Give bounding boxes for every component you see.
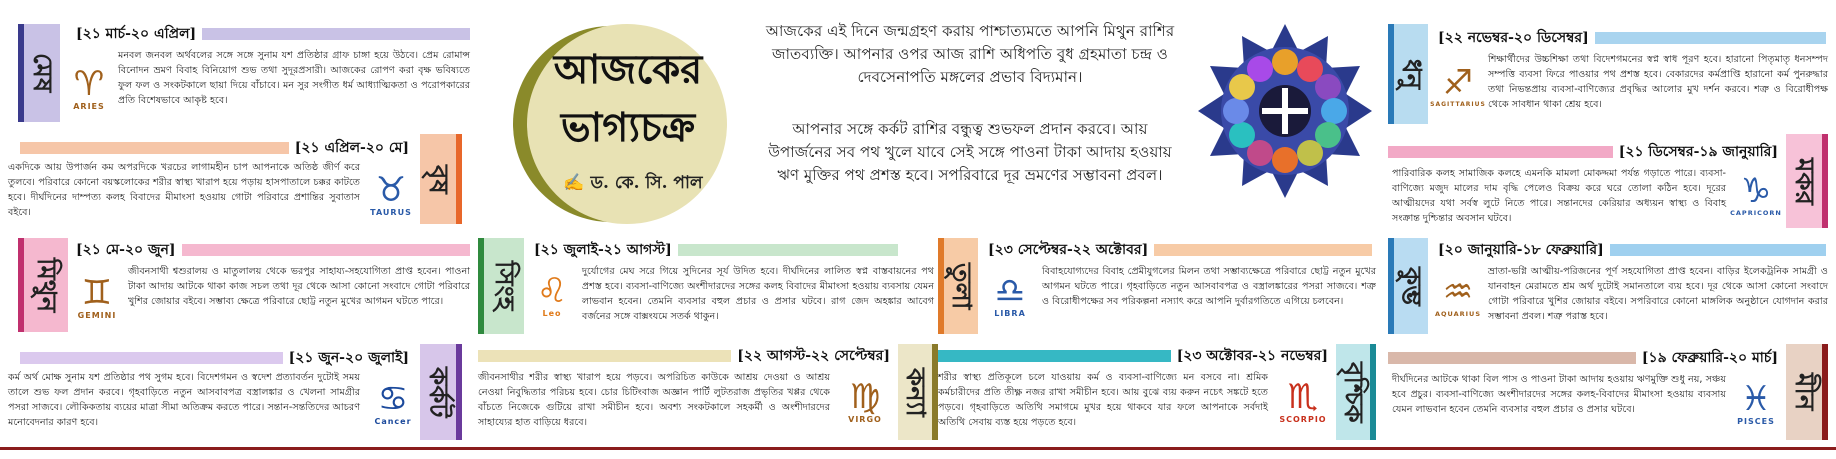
sign-dates: [২১ মে-২০ জুন] <box>76 242 176 258</box>
title-line-1: আজকের <box>553 46 703 93</box>
taurus-symbol-icon: ♉ TAURUS <box>370 169 412 217</box>
sign-tab-libra <box>938 238 978 334</box>
sign-text: ভ্রাতা-ভগ্নি আত্মীয়-পরিজনের পূর্ণ সহযোগিতা প্রাপ্ত হবেন। বাড়ির ইলেকট্রনিক সামগ্রী ও যানবাহন মেরামতে শ্রম অর্থ দুটোই সমানতালে ব্যয় হবে। দূর থেকে আসা কোনো সংবাদে গোটা পরিবারে খুশির জোয়ার বইবে। সপরিবারে কোনো মাঙ্গলিক অনুষ্ঠানে যোগদান করার সম্ভাবনা প্রবল। শত্রু পরাস্ত হবে। <box>1488 266 1828 322</box>
sign-header <box>1388 348 1784 368</box>
sign-dates: [২১ এপ্রিল-২০ মে] <box>294 140 409 156</box>
header-bar <box>20 142 289 154</box>
capricorn-symbol-icon: ♑ CAPRICORN <box>1730 171 1782 217</box>
header-bar <box>1154 244 1372 256</box>
sign-dates: [২১ জুন-২০ জুলাই] <box>288 350 409 366</box>
sign-tab-sagittarius <box>1388 24 1428 124</box>
sign-card-pisces <box>1388 344 1836 444</box>
cancer-symbol-icon: ♋ Cancer <box>374 378 412 426</box>
sign-card-sagittarius <box>1388 24 1836 128</box>
author-name: ড. কে. সি. পাল <box>590 173 703 193</box>
author-line <box>533 170 733 198</box>
sign-card-capricorn <box>1388 134 1836 232</box>
header-bar <box>202 28 470 40</box>
sign-tab-capricorn <box>1786 134 1828 228</box>
title-badge <box>493 24 746 224</box>
sign-text: মনবল জনবল অর্থবলের সঙ্গে সঙ্গে সুনাম যশ প্রতিষ্ঠার গ্রাফ চাঙ্গা হয়ে উঠবে। প্রেম রোমান্স বিনোদন ভ্রমণ বিবাহ বিনিয়োগ শুভ তথা সুদূরপ্রসারী। আজকের রোপণ করা বৃক্ষ ভবিষ্যতে ফুল ফল ও সংকটকালে ছায়া দিয়ে বাঁচাবে। মন সুর সংগীত ধর্ম আধ্যাত্মিকতা ও পরোপকারের প্রতি বিশেষভাবে আকৃষ্ট হবে। <box>118 50 470 106</box>
sign-name: মীন <box>1789 373 1819 411</box>
sign-card-cancer <box>0 344 470 444</box>
header-bar <box>20 352 283 364</box>
sign-tab-aries <box>18 24 60 122</box>
sign-header <box>478 346 896 366</box>
sign-text: জীবনসাথী শ্বশুরালয় ও মাতুলালয় থেকে ভরপুর সাহায্য-সহযোগিতা প্রাপ্ত হবেন। পাওনা টাকা আদায় আটকে থাকা কাজ সচল তথা দূর থেকে আসা কোনো সংবাদে গোটা পরিবারে খুশির জোয়ার বইবে। সম্ভাব্য ক্ষেত্রে পরিবারে ছোট্ট নতুন মুখের আগমন ঘটতে পারে। <box>128 266 470 307</box>
sign-tab-virgo <box>898 344 938 440</box>
sign-name: বৃশ্চিক <box>1338 361 1368 423</box>
sign-name: বৃষ <box>423 164 453 194</box>
sign-name: কন্যা <box>900 367 930 417</box>
sign-name: সিংহ <box>489 261 519 311</box>
sign-header <box>528 240 898 260</box>
sign-header <box>1432 28 1826 48</box>
aquarius-symbol-icon: ♒ AQUARIUS <box>1434 272 1482 318</box>
sign-dates: [১৯ ফেব্রুয়ারি-২০ মার্চ] <box>1641 350 1778 366</box>
gemini-symbol-icon: ♊ GEMINI <box>77 272 117 320</box>
sagittarius-symbol-icon: ♐ SAGITTARIUS <box>1430 62 1486 108</box>
sign-text: দুর্যোগের মেঘ সরে গিয়ে সুদিনের সূর্য উদিত হবে। দীর্ঘদিনের লালিত স্বপ্ন বাস্তবায়নের পথ প্রশস্ত হবে। ব্যবসা-বাণিজ্যে অংশীদারদের সঙ্গের কলহ বিবাদের মীমাংসা হওয়ায় ব্যবসায় যেমন লাভবান হবেন। তেমনি ব্যবসার বহুল প্রচার ও প্রসার ঘটবে। রাগ জেদ অহঙ্কার আবেগ বর্জনের সঙ্গে বাক্সংযমে সতর্ক থাকুন। <box>582 266 934 322</box>
sign-tab-aquarius <box>1388 238 1428 334</box>
footer-rule <box>0 447 1836 450</box>
header-bar <box>1388 146 1613 158</box>
header-bar <box>1388 352 1636 364</box>
sign-dates: [২২ নভেম্বর-২০ ডিসেম্বর] <box>1438 30 1589 46</box>
sign-card-aries <box>0 24 470 122</box>
sign-header <box>20 138 415 158</box>
sign-card-gemini <box>0 238 470 336</box>
sign-name: তুলা <box>946 262 976 310</box>
sign-name: মিথুন <box>31 257 61 313</box>
zodiac-wheel-icon <box>1196 22 1374 200</box>
sign-tab-gemini <box>18 238 68 332</box>
sign-card-taurus <box>0 134 470 232</box>
sign-header <box>1432 240 1826 260</box>
sign-name: মেষ <box>27 53 57 93</box>
aries-symbol-icon: ♈ ARIES <box>73 63 105 111</box>
header-bar <box>1595 32 1826 44</box>
header-bar <box>182 244 470 256</box>
sign-name: কর্কট <box>423 366 453 418</box>
sign-dates: [২৩ অক্টোবর-২১ নভেম্বর] <box>1176 348 1328 364</box>
sign-dates: [২১ মার্চ-২০ এপ্রিল] <box>76 26 197 42</box>
sign-tab-pisces <box>1786 344 1828 440</box>
sign-header <box>938 346 1334 366</box>
sign-text: কর্ম অর্থ মোক্ষ সুনাম যশ প্রতিষ্ঠার পথ সুগম হবে। বিদেশগমন ও স্বদেশ প্রত্যাবর্তন দুটোই সময় তালে শুভ ফল প্রদান করবে। গৃহবাড়িতে নতুন আসবাবপত্র বস্ত্রালঙ্কার ও খেলনা সামগ্রীর পসরা সাজবে। লৌকিকতায় ব্যয়ের মাত্রা সীমা অতিক্রম করতে পারে। সন্তান-সন্ততিদের আচরণ মনোবেদনার কারণ হবে। <box>8 372 360 428</box>
sign-header <box>70 240 470 260</box>
sign-text: পারিবারিক কলহ সামাজিক কলহে এমনকি মামলা মোকদ্দমা পর্যন্ত গড়াতে পারে। ব্যবসা-বাণিজ্যে মজুদ মালের দাম বৃদ্ধি পেলেও বিক্রয় করে ঘরে তোলা কঠিন হবে। দূরের আত্মীয়দের যথা সর্বস্ব লুটে নিতে পারে। সন্তানদের কেরিয়ার অধ্যয়ন স্বাস্থ্য ও বিবাহ সংক্রান্ত দুশ্চিন্তার অবসান ঘটবে। <box>1392 168 1726 224</box>
sign-text: শরীর স্বাস্থ্য প্রতিকূলে চলে যাওয়ায় কর্ম ও ব্যবসা-বাণিজ্যে মন বসবে না। শ্রমিক কর্মচারীদের প্রতি তীক্ষ্ণ নজর রাখা সমীচীন হবে। আয় বুঝে ব্যয় করুন নচেৎ সঙ্কটে হতে পড়বে। গৃহবাড়িতে অতিথি সমাগমে মুখর হয়ে থাকবে যার ফলে আপনাকে সর্বদাই অতিথি সেবায় ব্যস্ত হয়ে পড়তে হবে। <box>938 372 1268 428</box>
sign-name: মকর <box>1789 157 1819 205</box>
sign-name: ধনু <box>1396 58 1426 90</box>
sign-text: জীবনসাথীর শরীর স্বাস্থ্য খারাপ হয়ে পড়বে। অপরিচিত কাউকে আশ্রয় দেওয়া ও আশ্রয় নেওয়া নিবুদ্ধিতার পরিচয় হবে। চোর চিটিংবাজ অজ্ঞান পার্টি লুটতরাজ প্রভৃতির খপ্পর থেকে বাঁচতে নিজেকে গুটিয়ে রাখা সমীচীন হবে। অবশ্য সংকটকালে সহকর্মী ও অংশীদারদের সাহায্যের হাত বাড়িয়ে ধরবে। <box>478 372 830 428</box>
sign-tab-scorpio <box>1336 344 1376 440</box>
sign-text: দীর্ঘদিনের আটকে থাকা বিল পাস ও পাওনা টাকা আদায় হওয়ায় ঋণমুক্তি শুধু নয়, সঞ্চয় হবে প্রচুর। ব্যবসা-বাণিজ্যে অংশীদারদের সঙ্গের কলহ-বিবাদের মীমাংসা হওয়ায় ব্যবসায় যেমন লাভবান হবেন তেমনি ব্যবসার বহুল প্রচার ও প্রসার ঘটবে। <box>1392 374 1726 415</box>
sign-header <box>20 348 415 368</box>
sign-dates: [২১ জুলাই-২১ আগস্ট] <box>534 242 672 258</box>
sign-dates: [২২ আগস্ট-২২ সেপ্টেম্বর] <box>737 348 890 364</box>
sign-tab-taurus <box>420 134 462 224</box>
sign-dates: [২১ ডিসেম্বর-১৯ জানুয়ারি] <box>1618 144 1778 160</box>
header-bar <box>938 350 1171 362</box>
sign-text: বিবাহযোগ্যদের বিবাহ প্রেমীযুগলের মিলন তথা সম্ভাব্যক্ষেত্রে পরিবারে ছোট্ট নতুন মুখের আগমন ঘটতে পারে। গৃহবাড়িতে নতুন আসবাবপত্র ও বস্ত্রালঙ্কারের পসরা সাজবে। শত্রু ও বিরোধীপক্ষের সব পরিকল্পনা নস্যাৎ করে আপনি দুর্বারগতিতে এগিয়ে চলবেন। <box>1042 266 1376 307</box>
virgo-symbol-icon: ♍ VIRGO <box>848 376 882 424</box>
sign-text: শিক্ষার্থীদের উচ্চশিক্ষা তথা বিদেশগমনের স্বপ্ন স্বাধ পূরণ হবে। হারানো পিতৃমাতৃ ধনসম্পদ সম্পত্তি ব্যবসা ফিরে পাওয়ার পথ প্রশস্ত হবে। বেকারদের কর্মপ্রাপ্তি হারানো কর্ম পুনরুদ্ধার তথা নিভন্তপ্রায় ব্যবসা-বাণিজ্যের প্রবৃদ্ধির আলোর মুখ দর্শন করবে। শত্রু ও বিরোধীপক্ষ থেকে সাবধান থাকা শ্রেয় হবে। <box>1488 54 1828 110</box>
sign-card-leo <box>478 238 938 338</box>
sign-tab-cancer <box>420 344 462 440</box>
sign-card-aquarius <box>1388 238 1836 338</box>
sign-header <box>1388 142 1784 162</box>
header-bar <box>1610 244 1826 256</box>
leo-symbol-icon: ♌ Leo <box>536 270 568 318</box>
pen-nib-icon: ✍ <box>563 173 585 193</box>
sign-dates: [২০ জানুয়ারি-১৮ ফেব্রুয়ারি] <box>1438 242 1604 258</box>
sign-card-libra <box>938 238 1378 338</box>
header-bar <box>678 244 898 256</box>
libra-symbol-icon: ♎ LIBRA <box>994 270 1026 318</box>
sign-card-scorpio <box>938 344 1378 444</box>
pisces-symbol-icon: ♓ PISCES <box>1737 378 1775 426</box>
intro-paragraph-1: আজকের এই দিনে জন্মগ্রহণ করায় পাশ্চাত্যমতে আপনি মিথুন রাশির জাতব্যক্তি। আপনার ওপর আজ রাশি অধিপতি বুধ গ্রহমাতা চন্দ্র ও দেবসেনাপতি মঙ্গলের প্রভাব বিদ্যমান। <box>765 22 1175 86</box>
header-bar <box>478 350 731 362</box>
scorpio-symbol-icon: ♏ SCORPIO <box>1279 376 1327 424</box>
sign-text: একদিকে আয় উপার্জন কম অপরদিকে খরচের লাগামহীন চাপ আপনাকে অতিষ্ঠ জীর্ণ করে তুলবে। পরিবারে কোনো বয়স্কলোকের শরীর স্বাস্থ্য খারাপ হয়ে পড়ায় হাসপাতালে চক্কর কাটতে হবে। দীর্ঘদিনের দাম্পত্য কলহ বিবাদের মীমাংসা হওয়ায় গোটা পরিবারে প্রশান্তির সুবাতাস বইবে। <box>8 162 360 218</box>
intro-paragraph-2: আপনার সঙ্গে কর্কট রাশির বন্ধুত্ব শুভফল প্রদান করবে। আয় উপার্জনের সব পথ খুলে যাবে সেই সঙ্গে পাওনা টাকা আদায় হওয়ায় ঋণ মুক্তির পথ প্রশস্ত হবে। সপরিবারে দূর ভ্রমণের সম্ভাবনা প্রবল। <box>768 120 1172 184</box>
sign-header <box>982 240 1372 260</box>
sign-header <box>70 24 470 44</box>
sign-tab-leo <box>478 238 524 334</box>
sign-card-virgo <box>478 344 938 444</box>
title-line-2: ভাগ্যচক্র <box>560 104 696 151</box>
sign-name: কুম্ভ <box>1396 266 1426 306</box>
sign-dates: [২৩ সেপ্টেম্বর-২২ অক্টোবর] <box>988 242 1149 258</box>
